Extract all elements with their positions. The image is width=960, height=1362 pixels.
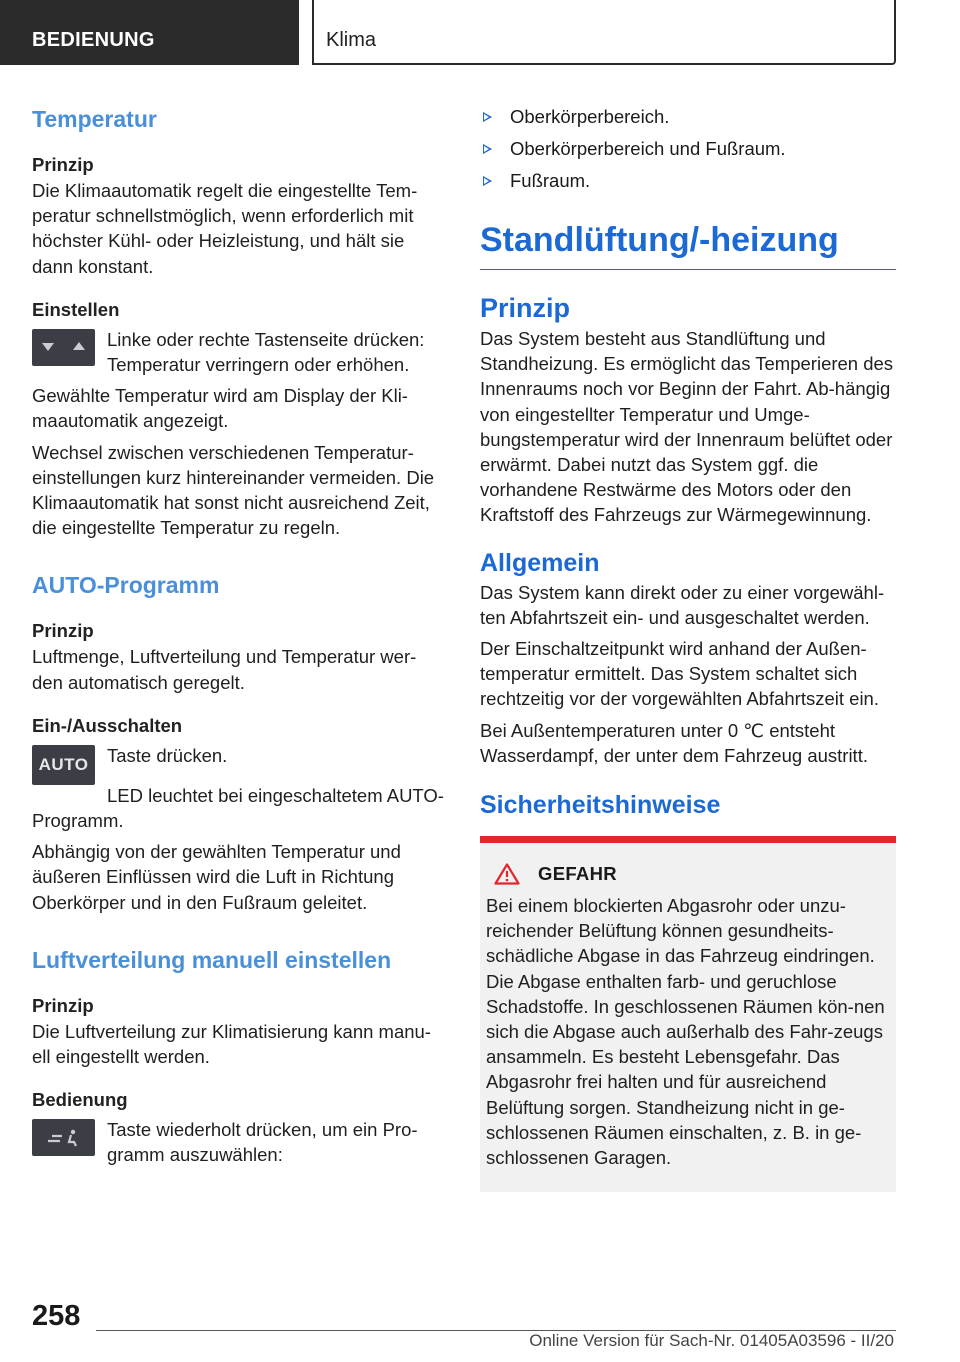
heading-auto-programm: AUTO-Programm [32, 572, 220, 599]
warning-title: GEFAHR [538, 863, 617, 885]
air-distribution-key-icon [32, 1119, 95, 1156]
list-item: Oberkörperbereich und Fußraum. [480, 136, 896, 161]
temperature-updown-key-icon [32, 329, 95, 366]
warning-header [494, 863, 888, 885]
subheading-prinzip-3: Prinzip [32, 994, 94, 1016]
subheading-allgemein: Allgemein [480, 548, 600, 577]
page-number: 258 [32, 1300, 81, 1332]
subheading-einstellen: Einstellen [32, 298, 120, 320]
program-list [480, 104, 896, 193]
heading-luftverteilung: Luftverteilung manuell einstellen [32, 946, 392, 973]
subheading-einaus: Ein-/Ausschalten [32, 714, 183, 736]
bullet-triangle-icon [483, 112, 492, 122]
warning-triangle-icon [494, 863, 520, 885]
temp-button-row [32, 327, 446, 377]
auto-key-icon: AUTO [32, 745, 95, 785]
subheading-prinzip-right: Prinzip [480, 293, 571, 323]
temp-wechsel-text: Wechsel zwischen verschiedenen Temperatur-einstellungen kurz hintereinander vermeiden. Die Klimaautomatik hat sonst nicht ausreichend Zeit, die eingestellte Temperatur zu regeln. [32, 441, 435, 539]
bullet-triangle-icon [483, 176, 492, 186]
heading-standlueftung: Standlüftung/-heizung [480, 217, 896, 270]
auto-led-text: LED leuchtet bei eingeschaltetem AUTO-Programm. [32, 784, 444, 832]
luft-button-text: Taste wiederholt drücken, um ein Pro-gramm auszuwählen: [107, 1119, 418, 1166]
allg-text-1: Das System kann direkt oder zu einer vorgewähl-ten Abfahrtszeit ein- und ausgeschaltet werden. [480, 581, 885, 628]
temp-display-text: Gewählte Temperatur wird am Display der Kli-maautomatik angezeigt. [32, 385, 408, 432]
warning-box [480, 836, 896, 1192]
allg-text-3: Bei Außentemperaturen unter 0 ℃ entsteht Wasserdampf, der unter dem Fahrzeug austritt. [480, 719, 868, 766]
list-item: Oberkörperbereich. [480, 104, 896, 129]
air-button-row [32, 1117, 446, 1167]
warning-text: Bei einem blockierten Abgasrohr oder unzu-reichender Belüftung können gesundheits-schädliche Abgase in das Fahrzeug eindringen. Die Abgase enthalten farb- und geruchlose Schadstoffe. In geschlossenen Räumen kön-nen sich die Abgase auch außerhalb des Fahr-zeugs ansammeln. Es besteht Lebensgefahr. Das Abgasrohr frei halten und für ausreichend Belüftung sorgen. Standheizung nicht in ge-schlossenen Räumen einschalten, z. B. in ge-schlossenen Garagen. [486, 895, 885, 1169]
auto-press-text: Taste drücken. [107, 744, 228, 766]
list-item: Fußraum. [480, 168, 896, 193]
temp-button-text: Linke oder rechte Tastenseite drücken: Temperatur verringern oder erhöhen. [107, 328, 425, 376]
subheading-prinzip-2: Prinzip [32, 620, 94, 642]
auto-abh-text: Abhängig von der gewählten Temperatur und äußeren Einflüssen wird die Luft in Richtung Oberkörper und in den Fußraum geleitet. [32, 841, 401, 913]
luft-prinzip-text: Die Luftverteilung zur Klimatisierung kann manu-ell eingestellt werden. [32, 1020, 431, 1068]
section-tab: BEDIENUNG [0, 0, 299, 65]
auto-prinzip-text: Luftmenge, Luftverteilung und Temperatur wer-den automatisch geregelt. [32, 646, 417, 693]
stand-prinzip-text: Das System besteht aus Standlüftung und Standheizung. Es ermöglicht das Temperieren des Innenraums noch vor Beginn der Fahrt. Ab-hängig von eingestellter Temperatur und Umge-bungstemperatur wird der Innenraum belüftet oder erwärmt. Dabei nutzt das System ggf. die vorhandene Restwärme des Motors oder den Kraftstoff des Fahrzeugs zur Wärmegewinnung. [480, 328, 894, 526]
left-column [32, 96, 446, 1168]
auto-button-row [32, 743, 446, 785]
heading-sicherheitshinweise: Sicherheitshinweise [480, 791, 721, 820]
allg-text-2: Der Einschaltzeitpunkt wird anhand der Außen-temperatur ermittelt. Das System schaltet sich rechtzeitig vor der vorgewählten Abfahrtszeit ein. [480, 638, 879, 710]
bullet-triangle-icon [483, 144, 492, 154]
subheading-prinzip: Prinzip [32, 154, 94, 175]
right-column [480, 104, 896, 1192]
footer-online-version: Online Version für Sach-Nr. 01405A03596 - II/20 [529, 1331, 894, 1350]
heading-temperatur: Temperatur [32, 106, 157, 132]
temp-prinzip-text: Die Klimaautomatik regelt die eingestellte Tem-peratur schnellstmöglich, wenn erforderlich mit höchster Kühl- oder Heizleistung, und hält sie dann konstant. [32, 180, 418, 277]
subheading-bedienung: Bedienung [32, 1089, 128, 1111]
topic-tab: Klima [312, 0, 896, 65]
